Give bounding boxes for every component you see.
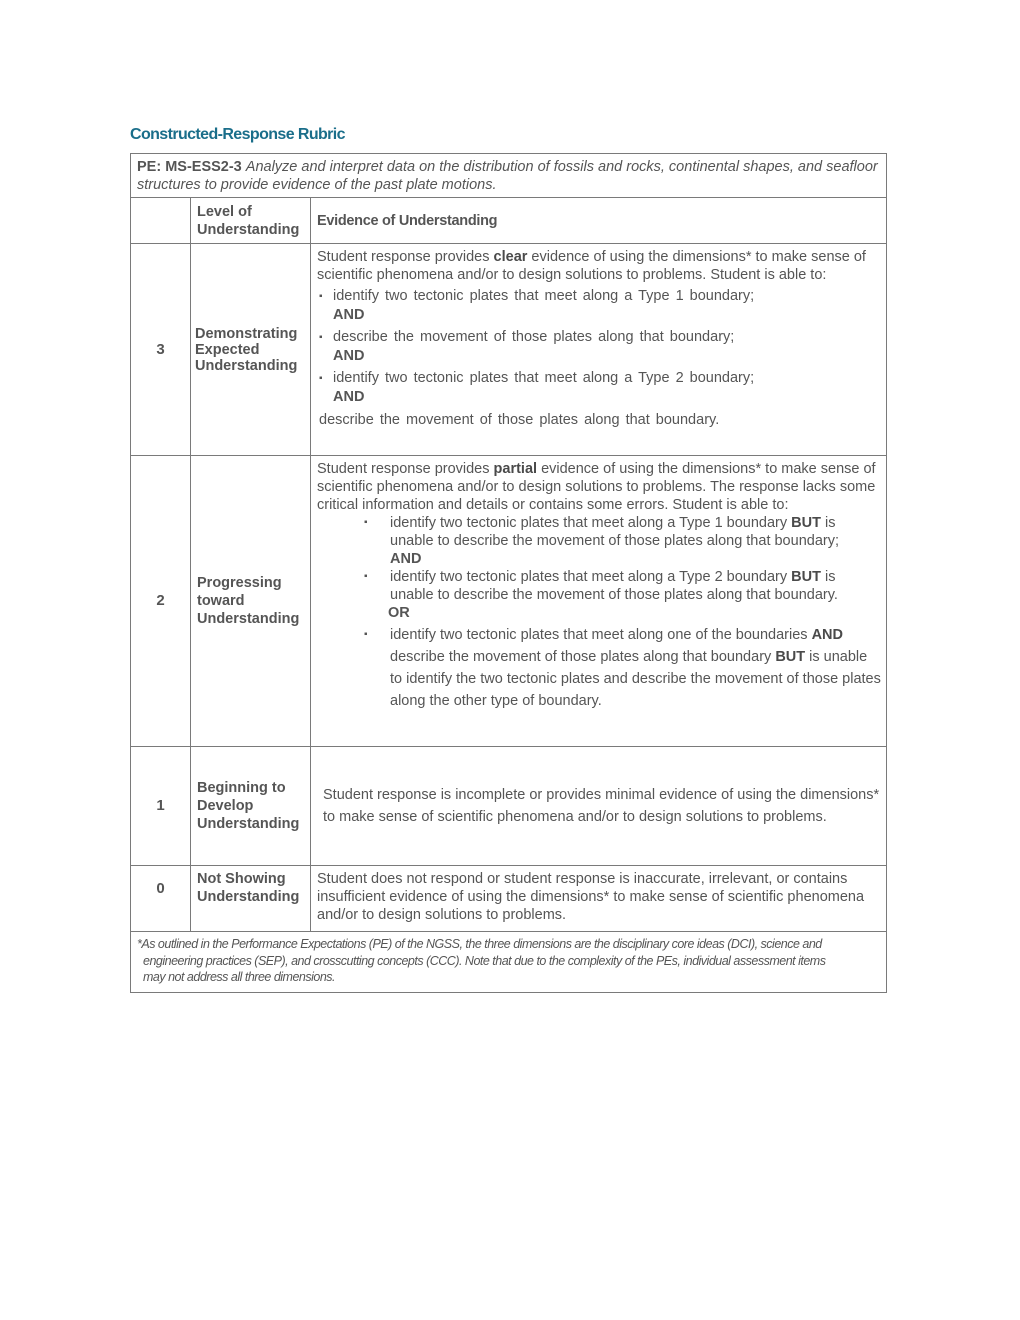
bullet-icon: ▪ [319,291,323,302]
level-cell: Beginning to Develop Understanding [191,747,311,866]
pe-label: PE: MS-ESS2-3 [137,159,242,175]
score-cell: 1 [131,747,191,866]
emphasis: partial [493,461,538,477]
pe-text: Analyze and interpret data on the distribution of fossils and rocks, continental shapes, and seafloor structures to provide evidence of the past plate motions. [137,159,878,193]
connector-or: OR [388,605,410,621]
score-cell: 2 [131,456,191,747]
level-cell: Progressing toward Understanding [191,456,311,747]
bullet-icon: ▪ [364,571,368,582]
footnote-line: *As outlined in the Performance Expectations (PE) of the NGSS, the three dimensions are the disciplinary core ideas (DCI), science and [137,937,822,951]
list-item: ▪ identify two tectonic plates that meet along a Type 2 boundary; [319,370,755,386]
bullet-icon: ▪ [364,629,368,640]
header-row [131,198,887,244]
bullet-icon: ▪ [364,517,368,528]
table-row [131,456,887,747]
score-cell: 3 [131,244,191,456]
table-row [131,244,887,456]
list-item: ▪ identify two tectonic plates that meet along a Type 1 boundary BUT is unable to describe the movement of those plates along that boundary; [364,515,839,549]
evidence-intro: Student response provides partial evidence of using the dimensions* to make sense of scientific phenomena and/or to design solutions to problems. The response lacks some critical information and details or contains some errors. Student is able to: [317,461,876,513]
table-row [131,866,887,932]
header-level: Level of Understanding [191,198,311,244]
list-item: ▪ identify two tectonic plates that meet along one of the boundaries AND describe the movement of those plates along that boundary BUT is unable to identify the two tectonic plates and describe the movement of those plates along the other type of boundary. [364,624,882,712]
list-item: ▪ describe the movement of those plates along that boundary; [319,329,735,345]
connector-and: AND [333,389,365,405]
pe-row [131,154,887,198]
evidence-cell: Student response is incomplete or provides minimal evidence of using the dimensions* to make sense of scientific phenomena and/or to design solutions to problems. [311,747,887,866]
emphasis: clear [493,249,528,265]
evidence-cell [311,244,887,456]
list-item: ▪ identify two tectonic plates that meet along a Type 1 boundary; [319,288,755,304]
level-cell: Not Showing Understanding [191,866,311,932]
connector-and: AND [390,551,422,567]
footnote-line: engineering practices (SEP), and crosscutting concepts (CCC). Note that due to the complexity of the PEs, individual assessment items [143,953,826,968]
bullet-icon: ▪ [319,373,323,384]
footnote-row [131,932,887,993]
bullet-icon: ▪ [319,332,323,343]
page-title: Constructed-Response Rubric [130,126,345,143]
level-cell: Demonstrating Expected Understanding [191,244,311,456]
list-item: describe the movement of those plates along that boundary. [319,412,720,428]
footnote-line: may not address all three dimensions. [143,970,336,984]
evidence-intro: Student response provides clear evidence of using the dimensions* to make sense of scientific phenomena and/or to design solutions to problems. Student is able to: [317,249,866,283]
criteria-list [364,514,882,712]
table-row [131,747,887,866]
header-score [131,198,191,244]
evidence-cell: Student does not respond or student response is inaccurate, irrelevant, or contains insufficient evidence of using the dimensions* to make sense of scientific phenomena and/or to design solutions to problems. [311,866,887,932]
connector-and: AND [333,348,365,364]
connector-and: AND [333,307,365,323]
evidence-cell [311,456,887,747]
header-evidence: Evidence of Understanding [311,198,887,244]
list-item: ▪ identify two tectonic plates that meet along a Type 2 boundary BUT is unable to describe the movement of those plates along that boundary. [364,569,838,603]
performance-expectation [131,154,887,198]
footnote [131,932,887,993]
rubric-table [130,153,887,993]
score-cell: 0 [131,866,191,932]
